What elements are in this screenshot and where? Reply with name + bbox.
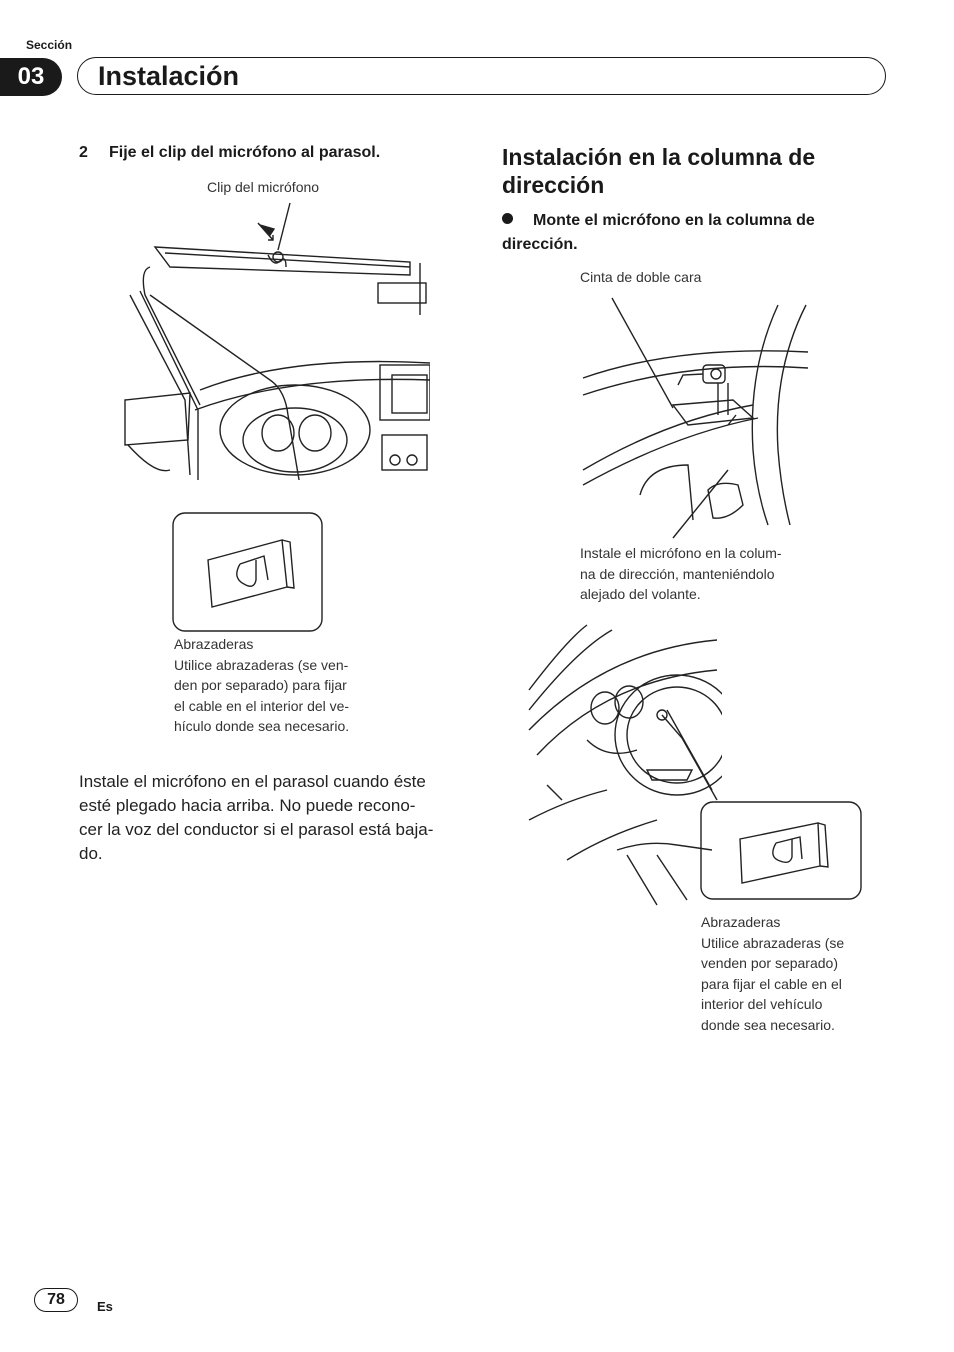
clamp-line: den por separado) para fijar [174,677,347,693]
paragraph-line: esté plegado hacia arriba. No puede recono- [79,796,416,815]
clamp-line: para fijar el cable en el [701,975,842,992]
page-number: 78 [34,1288,78,1312]
clamp-line: hículo donde sea necesario. [174,718,350,734]
bullet-text: Monte el micrófono en la columna de dirección. [502,212,815,253]
step-2 [79,144,380,162]
clamp-line: Utilice abrazaderas (se [701,934,845,951]
tape-callout: Cinta de doble cara [580,269,702,285]
body-paragraph [79,770,471,866]
language-code: Es [97,1299,113,1314]
clamp-line: Utilice abrazaderas (se ven- [174,656,349,673]
clamp-detail-box [172,512,324,634]
dashboard-wheel-illustration [527,620,722,910]
bullet-item [502,209,892,257]
caption-line: alejado del volante. [580,586,701,602]
clamp-line: donde sea necesario. [701,1016,835,1033]
mic-clip-callout: Clip del micrófono [207,179,320,195]
clamp-line: el cable en el interior del ve- [174,697,350,714]
section-title: Instalación [98,61,240,91]
subsection-heading: Instalación en la columna de dirección [502,144,816,198]
section-label: Sección [26,38,73,52]
clamp-detail-box [700,801,863,901]
section-number-badge: 03 [0,58,62,96]
sun-visor-illustration [110,195,430,480]
clamp-note-1 [174,634,394,737]
paragraph-line: do. [79,844,103,863]
caption-line: Instale el micrófono en la colum- [580,545,782,561]
clamp-note-2 [701,912,881,1035]
steering-column-illustration [578,290,813,540]
caption-line: na de dirección, manteniéndolo [580,565,775,582]
clamp-line: interior del vehículo [701,996,823,1012]
paragraph-line: Instale el micrófono en el parasol cuando éste [79,772,426,791]
step-number: 2 [79,144,88,161]
step-text: Fije el clip del micrófono al parasol. [109,144,381,161]
bullet-dot-icon [502,213,513,224]
clamp-title: Abrazaderas [174,636,254,652]
paragraph-line: cer la voz del conductor si el parasol está baja- [79,820,434,839]
steering-column-caption [580,543,820,605]
clamp-line: venden por separado) [701,955,838,971]
clamp-title: Abrazaderas [701,914,781,930]
